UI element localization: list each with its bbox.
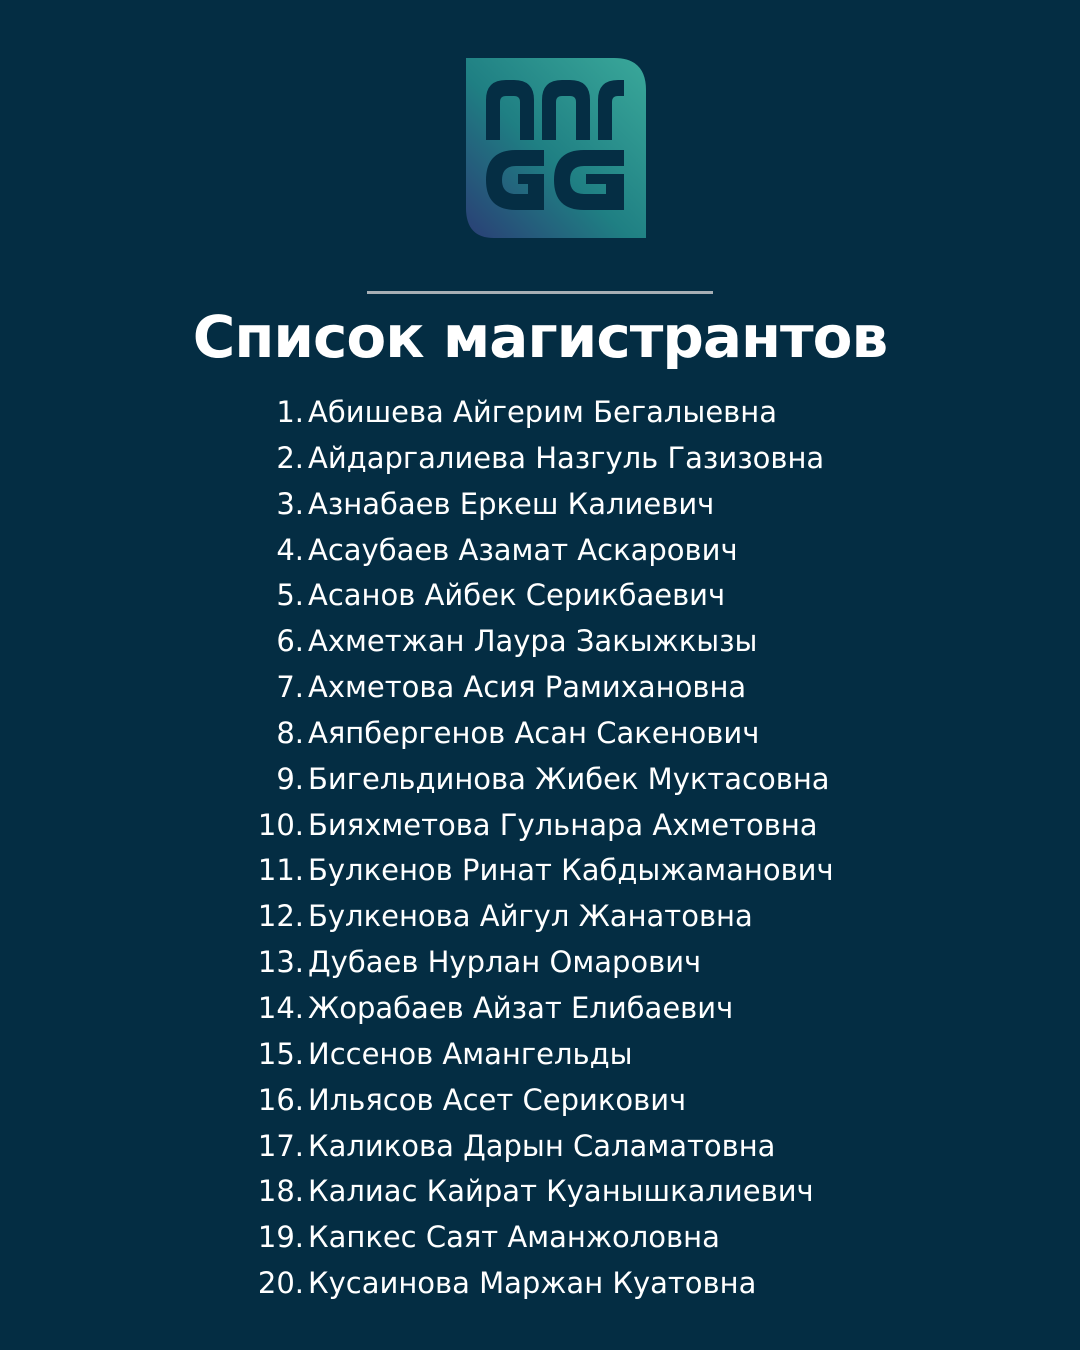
list-item-name: Булкенов Ринат Кабдыжаманович xyxy=(308,853,834,888)
list-item xyxy=(0,1215,1080,1261)
list-item-name: Ильясов Асет Серикович xyxy=(308,1082,687,1117)
list-item-name: Бигельдинова Жибек Муктасовна xyxy=(308,761,830,796)
list-item xyxy=(0,940,1080,986)
list-item-number: 8. xyxy=(276,715,304,750)
list-item xyxy=(0,757,1080,803)
list-item xyxy=(0,1078,1080,1124)
list-item-number: 19. xyxy=(257,1220,304,1255)
list-item-name: Ахметова Асия Рамихановна xyxy=(308,670,747,705)
page-title: Список магистрантов xyxy=(192,303,888,371)
title-divider xyxy=(367,291,713,294)
list-item xyxy=(0,619,1080,665)
list-item-name: Азнабаев Еркеш Калиевич xyxy=(308,486,715,521)
list-item-number: 15. xyxy=(257,1036,304,1071)
list-item xyxy=(0,711,1080,757)
list-item-name: Бияхметова Гульнара Ахметовна xyxy=(308,807,818,842)
list-item-number: 1. xyxy=(276,395,304,429)
list-item-name: Калиас Кайрат Куанышкалиевич xyxy=(308,1174,814,1209)
list-item xyxy=(0,1032,1080,1078)
list-item xyxy=(0,573,1080,619)
list-item xyxy=(0,390,1080,436)
list-item-number: 13. xyxy=(257,945,304,980)
list-item-name: Булкенова Айгул Жанатовна xyxy=(308,899,753,934)
list-item-number: 5. xyxy=(276,578,304,613)
student-list xyxy=(0,390,1080,1307)
list-item-number: 16. xyxy=(257,1082,304,1117)
list-item-name: Дубаев Нурлан Омарович xyxy=(308,945,702,980)
list-item-name: Каликова Дарын Саламатовна xyxy=(308,1128,776,1163)
list-item-name: Абишева Айгерим Бегалыевна xyxy=(308,395,777,429)
list-item-number: 9. xyxy=(276,761,304,796)
list-item xyxy=(0,436,1080,482)
list-item-name: Аяпбергенов Асан Сакенович xyxy=(308,715,760,750)
list-item xyxy=(0,482,1080,528)
list-item-name: Асанов Айбек Серикбаевич xyxy=(308,578,726,613)
list-item-number: 14. xyxy=(257,990,304,1025)
list-item-number: 3. xyxy=(276,486,304,521)
list-item-name: Капкес Саят Аманжоловна xyxy=(308,1220,720,1255)
list-item-name: Кусаинова Маржан Куатовна xyxy=(308,1266,757,1301)
list-item xyxy=(0,894,1080,940)
list-item-number: 12. xyxy=(257,899,304,934)
list-item xyxy=(0,848,1080,894)
list-item-number: 11. xyxy=(257,853,304,888)
list-item-name: Жорабаев Айзат Елибаевич xyxy=(308,990,734,1025)
list-item xyxy=(0,803,1080,849)
list-item xyxy=(0,1169,1080,1215)
list-item xyxy=(0,665,1080,711)
list-item-name: Ахметжан Лаура Закыжкызы xyxy=(308,624,758,659)
list-item xyxy=(0,528,1080,574)
mnee-logo-icon xyxy=(464,58,646,238)
list-item-number: 7. xyxy=(276,670,304,705)
list-item xyxy=(0,986,1080,1032)
list-item-number: 6. xyxy=(276,624,304,659)
list-item-number: 17. xyxy=(257,1128,304,1163)
list-item-number: 20. xyxy=(257,1266,304,1301)
list-item xyxy=(0,1261,1080,1307)
list-item-number: 10. xyxy=(257,807,304,842)
list-item-name: Айдаргалиева Назгуль Газизовна xyxy=(308,440,825,475)
list-item-number: 18. xyxy=(257,1174,304,1209)
list-item-number: 4. xyxy=(276,532,304,567)
list-item-name: Иссенов Амангельды xyxy=(308,1036,633,1071)
list-item-name: Асаубаев Азамат Аскарович xyxy=(308,532,738,567)
list-item xyxy=(0,1124,1080,1170)
list-item-number: 2. xyxy=(276,440,304,475)
